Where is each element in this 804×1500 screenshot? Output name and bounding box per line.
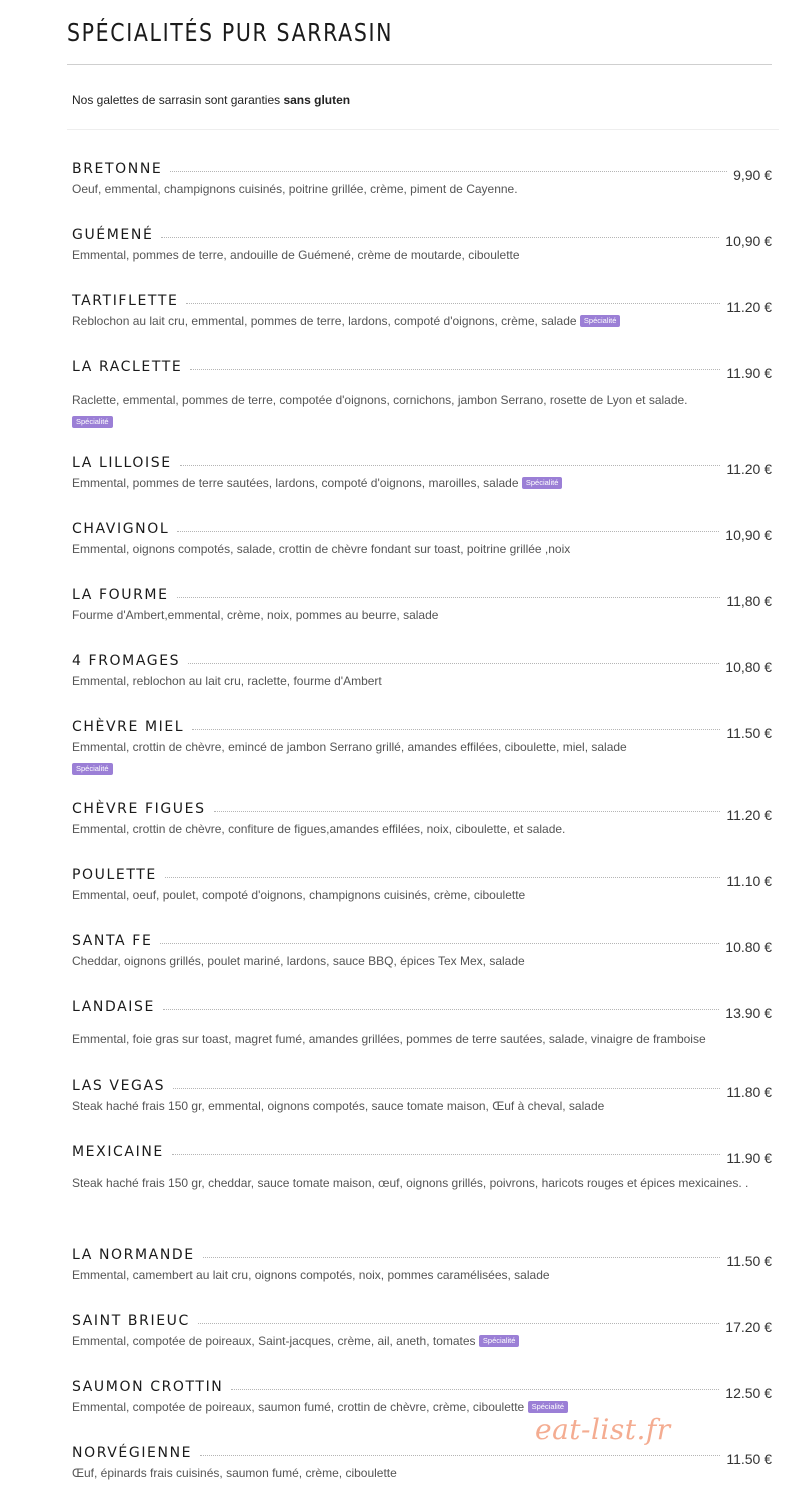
item-description-text: Raclette, emmental, pommes de terre, compotée d'oignons, cornichons, jambon Serrano, rosette de Lyon et salade. xyxy=(72,393,688,407)
item-name: SAUMON CROTTIN xyxy=(72,1379,224,1395)
dotted-leader xyxy=(165,877,720,878)
item-price: 9,90 € xyxy=(733,167,772,183)
item-name: LA RACLETTE xyxy=(72,359,183,375)
dotted-leader xyxy=(160,943,719,944)
item-description-text: Oeuf, emmental, champignons cuisinés, poitrine grillée, crème, piment de Cayenne. xyxy=(72,182,518,196)
item-description xyxy=(72,177,772,202)
item-name: LAS VEGAS xyxy=(72,1078,166,1094)
menu-item xyxy=(72,715,772,780)
dotted-leader xyxy=(231,1389,719,1390)
item-description xyxy=(72,1263,772,1288)
dotted-leader xyxy=(180,465,721,466)
item-description-text: Emmental, camembert au lait cru, oignons compotés, noix, pommes caramélisées, salade xyxy=(72,1268,550,1282)
specialite-badge: Spécialité xyxy=(522,477,563,489)
item-description xyxy=(72,243,772,268)
item-price: 11.20 € xyxy=(726,807,772,823)
item-price: 11.20 € xyxy=(726,299,772,315)
menu-item xyxy=(72,289,772,334)
item-description-text: Emmental, crottin de chèvre, emincé de jambon Serrano grillé, amandes effilées, ciboulette, miel, salade xyxy=(72,740,627,754)
item-name: LANDAISE xyxy=(72,999,155,1015)
item-description-text: Fourme d'Ambert,emmental, crème, noix, pommes au beurre, salade xyxy=(72,608,439,622)
item-name: LA LILLOISE xyxy=(72,455,172,471)
menu-item xyxy=(72,355,772,433)
specialite-badge: Spécialité xyxy=(528,1401,569,1413)
item-description-text: Emmental, compotée de poireaux, Saint-jacques, crème, ail, aneth, tomates xyxy=(72,1334,476,1348)
dotted-leader xyxy=(172,1154,720,1155)
item-description xyxy=(72,1329,772,1354)
item-description xyxy=(72,471,772,496)
dotted-leader xyxy=(188,663,719,664)
item-description xyxy=(72,817,772,842)
menu-item xyxy=(72,1441,772,1486)
dotted-leader xyxy=(161,237,719,238)
dotted-leader xyxy=(200,1455,720,1456)
item-name: LA NORMANDE xyxy=(72,1247,195,1263)
dotted-leader xyxy=(203,1257,721,1258)
intro-text-bold: sans gluten xyxy=(283,93,351,107)
menu-item xyxy=(72,929,772,974)
dotted-leader xyxy=(177,531,719,532)
specialite-badge: Spécialité xyxy=(72,763,113,775)
menu-item xyxy=(72,1243,772,1288)
menu-item xyxy=(72,797,772,842)
item-name: 4 FROMAGES xyxy=(72,653,181,669)
item-name: SANTA FE xyxy=(72,933,153,949)
item-price: 11.80 € xyxy=(726,1084,772,1100)
item-price: 17.20 € xyxy=(725,1319,772,1335)
dotted-leader xyxy=(177,597,721,598)
item-description-text: Emmental, oeuf, poulet, compoté d'oignons, champignons cuisinés, crème, ciboulette xyxy=(72,888,526,902)
item-description xyxy=(72,949,772,974)
item-description xyxy=(72,1171,752,1196)
item-description-text: Steak haché frais 150 gr, cheddar, sauce tomate maison, œuf, oignons grillés, poivrons, haricots rouges et épices mexicaines. . xyxy=(72,1176,749,1190)
item-description-text: Emmental, compotée de poireaux, saumon fumé, crottin de chèvre, crème, ciboulette xyxy=(72,1400,525,1414)
item-name: TARTIFLETTE xyxy=(72,293,179,309)
item-price: 11.90 € xyxy=(726,365,772,381)
item-description-text: Emmental, oignons compotés, salade, crottin de chèvre fondant sur toast, poitrine grillée ,noix xyxy=(72,542,571,556)
item-name: SAINT BRIEUC xyxy=(72,1313,190,1329)
item-price: 11.50 € xyxy=(726,725,772,741)
item-description-text: Emmental, pommes de terre sautées, lardons, compoté d'oignons, maroilles, salade xyxy=(72,476,519,490)
dotted-leader xyxy=(198,1323,719,1324)
item-description xyxy=(72,669,772,694)
item-description-text: Steak haché frais 150 gr, emmental, oignons compotés, sauce tomate maison, Œuf à cheval, salade xyxy=(72,1099,605,1113)
item-price: 10,90 € xyxy=(725,527,772,543)
menu-item xyxy=(72,451,772,496)
item-description xyxy=(72,537,772,562)
item-price: 11,80 € xyxy=(726,593,772,609)
dotted-leader xyxy=(192,729,720,730)
menu-item xyxy=(72,995,772,1052)
item-description-text: Emmental, foie gras sur toast, magret fumé, amandes grillées, pommes de terre sautées, salade, vinaigre de framboise xyxy=(72,1032,706,1046)
dotted-leader xyxy=(190,369,720,370)
item-price: 11.50 € xyxy=(726,1253,772,1269)
item-description-text: Emmental, reblochon au lait cru, raclette, fourme d'Ambert xyxy=(72,674,382,688)
menu-item xyxy=(72,1309,772,1354)
item-price: 11.90 € xyxy=(726,1150,772,1166)
item-name: CHÈVRE FIGUES xyxy=(72,801,206,817)
dotted-leader xyxy=(214,811,721,812)
item-description-text: Œuf, épinards frais cuisinés, saumon fumé, crème, ciboulette xyxy=(72,1466,397,1480)
item-price: 10,90 € xyxy=(725,233,772,249)
menu-item xyxy=(72,517,772,562)
item-price: 12.50 € xyxy=(725,1385,772,1401)
section-title: SPÉCIALITÉS PUR SARRASIN xyxy=(67,18,394,47)
dotted-leader xyxy=(163,1009,719,1010)
dotted-leader xyxy=(173,1088,720,1089)
item-description xyxy=(72,883,772,908)
item-name: GUÉMENÉ xyxy=(72,227,154,243)
intro-divider xyxy=(67,129,779,130)
specialite-badge: Spécialité xyxy=(479,1335,520,1347)
specialite-badge: Spécialité xyxy=(580,315,621,327)
item-price: 11.50 € xyxy=(726,1451,772,1467)
item-name: POULETTE xyxy=(72,867,157,883)
item-description-text: Cheddar, oignons grillés, poulet mariné, lardons, sauce BBQ, épices Tex Mex, salade xyxy=(72,954,525,968)
intro-text-plain: Nos galettes de sarrasin sont garanties xyxy=(72,93,284,107)
item-price: 10,80 € xyxy=(725,659,772,675)
item-price: 10.80 € xyxy=(725,939,772,955)
item-description xyxy=(72,736,772,780)
item-description-text: Reblochon au lait cru, emmental, pommes de terre, lardons, compoté d'oignons, crème, salade xyxy=(72,314,577,328)
item-description-text: Emmental, crottin de chèvre, confiture de figues,amandes effilées, noix, ciboulette, et salade. xyxy=(72,822,566,836)
title-divider xyxy=(67,64,772,65)
menu-item xyxy=(72,157,772,202)
item-description xyxy=(72,1027,772,1052)
item-price: 11.20 € xyxy=(726,461,772,477)
menu-item xyxy=(72,649,772,694)
item-name: CHÈVRE MIEL xyxy=(72,719,185,735)
item-price: 11.10 € xyxy=(726,873,772,889)
dotted-leader xyxy=(170,171,727,172)
menu-item xyxy=(72,863,772,908)
item-name: MEXICAINE xyxy=(72,1144,164,1160)
specialite-badge: Spécialité xyxy=(72,416,113,428)
menu-item xyxy=(72,1074,772,1119)
item-description xyxy=(72,1094,772,1119)
item-price: 13.90 € xyxy=(725,1005,772,1021)
item-description xyxy=(72,309,772,334)
item-description xyxy=(72,1461,772,1486)
item-name: CHAVIGNOL xyxy=(72,521,170,537)
dotted-leader xyxy=(186,303,720,304)
item-description-text: Emmental, pommes de terre, andouille de Guémené, crème de moutarde, ciboulette xyxy=(72,248,520,262)
intro-text xyxy=(72,93,350,107)
item-description xyxy=(72,389,772,433)
watermark: eat-list.fr xyxy=(535,1413,671,1446)
item-name: NORVÉGIENNE xyxy=(72,1445,193,1461)
menu-item xyxy=(72,223,772,268)
item-name: BRETONNE xyxy=(72,161,163,177)
item-description xyxy=(72,603,772,628)
item-name: LA FOURME xyxy=(72,587,169,603)
menu-item xyxy=(72,583,772,628)
menu-item xyxy=(72,1140,772,1196)
